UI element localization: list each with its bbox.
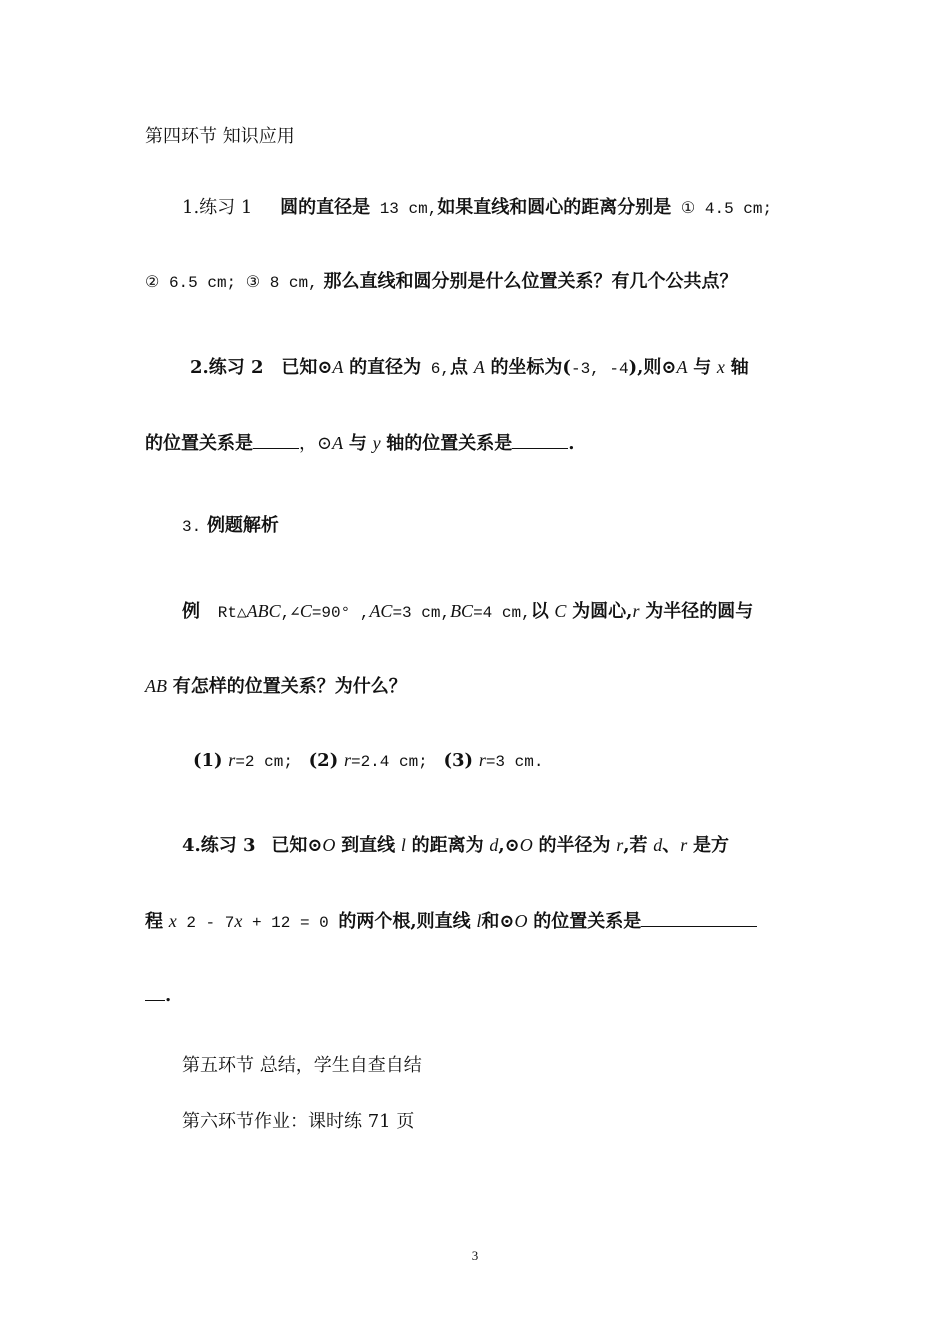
exercise1-distance1: ① 4.5 cm;: [671, 200, 773, 218]
exercise4-o: O: [519, 835, 533, 855]
exercise4-x: x: [168, 911, 177, 931]
exercise2-text3: 点: [449, 357, 468, 378]
exercise4-r: r: [680, 835, 688, 855]
exercise4-o: O: [514, 911, 528, 931]
example-text3: 为半径的圆与: [645, 601, 754, 622]
exercise1-number: 1.练习 1: [182, 197, 253, 218]
exercise4-d: d: [653, 835, 663, 855]
case-1-r: r: [228, 750, 236, 770]
example-ac-value: =3 cm,: [392, 604, 451, 622]
exercise4-text11: 和⊙: [481, 911, 515, 932]
case-2-value: =2.4 cm;: [350, 753, 428, 771]
example-bc-value: =4 cm,: [473, 604, 531, 622]
example-degree: =90° ,: [311, 604, 370, 622]
exercise2-text5: ),则⊙: [628, 357, 677, 378]
exercise4-text4: ,⊙: [498, 835, 520, 856]
example-line2: [145, 674, 407, 699]
exercise4-d: d: [489, 835, 499, 855]
exercise4-text1: 已知⊙: [271, 835, 323, 856]
exercise1-text1: 圆的直径是: [280, 197, 371, 218]
example-bc: BC: [450, 601, 474, 621]
exercise1-line1: [182, 196, 772, 221]
section5-title: 第五环节 总结，学生自查自结: [182, 1055, 422, 1076]
exercise2-point-a: A: [332, 357, 344, 377]
exercise2-y-axis: y: [372, 433, 381, 453]
exercise4-number: 4.练习 3: [182, 835, 256, 856]
answer-blank[interactable]: [512, 430, 568, 449]
exercise2-text4: 的坐标为(: [490, 357, 571, 378]
example-heading-title: 例题解析: [206, 515, 279, 536]
exercise4-text2: 到直线: [341, 835, 396, 856]
exercise4-text7: 、: [662, 835, 681, 856]
section6-heading: [182, 1110, 414, 1134]
section4-title: 第四环节 知识应用: [145, 126, 295, 147]
exercise2-number: 2.练习 2: [190, 357, 264, 378]
section5-heading: [182, 1054, 422, 1078]
exercise1-text2: 如果直线和圆心的距离分别是: [437, 197, 672, 218]
exercise2-point-a: A: [676, 357, 688, 377]
exercise1-line2: [145, 270, 737, 295]
answer-blank[interactable]: [145, 982, 165, 1001]
case-1-label: (1): [193, 750, 223, 771]
exercise4-o: O: [322, 835, 336, 855]
exercise4-text10: 的两个根,则直线: [338, 911, 471, 932]
exercise4-end: .: [165, 985, 172, 1006]
exercise4-equation2: + 12 = 0: [242, 914, 339, 932]
exercise2-text6: 与: [693, 357, 712, 378]
exercise4-text9: 程: [145, 911, 163, 932]
exercise2-text1: 已知⊙: [281, 357, 333, 378]
exercise2-text11: 轴的位置关系是: [386, 433, 513, 454]
exercise4-line2: [145, 908, 757, 935]
exercise4-text6: ,若: [623, 835, 648, 856]
section6-title: 第六环节作业：课时练 71 页: [182, 1111, 415, 1132]
case-2-r: r: [343, 750, 351, 770]
example-cases: [193, 748, 543, 774]
exercise2-x-axis: x: [716, 357, 725, 377]
exercise2-line2: [145, 430, 575, 456]
exercise2-point-a: A: [332, 433, 344, 453]
answer-blank[interactable]: [253, 430, 299, 449]
exercise4-l: l: [400, 835, 406, 855]
exercise4-line1: [182, 833, 729, 858]
answer-blank[interactable]: [641, 908, 757, 927]
example-ab: AB: [145, 676, 167, 696]
exercise4-line3: [145, 982, 171, 1008]
example-heading: [182, 514, 279, 539]
exercise1-diameter: 13 cm,: [370, 200, 438, 218]
page-number: 3: [471, 1248, 479, 1263]
exercise4-equation1: 2 - 7: [176, 914, 235, 932]
example-text2: 为圆心,: [572, 601, 633, 622]
section4-heading: [145, 125, 295, 149]
example-ac: AC: [369, 601, 393, 621]
example-rt: Rt△: [217, 604, 247, 622]
exercise4-text3: 的距离为: [411, 835, 484, 856]
exercise2-coordinates: -3, -4: [570, 360, 629, 378]
exercise2-diameter: 6,: [421, 360, 450, 378]
case-1-value: =2 cm;: [235, 753, 293, 771]
example-r: r: [632, 601, 640, 621]
example-c: C: [299, 601, 312, 621]
exercise2-text10: 与: [348, 433, 367, 454]
exercise2-text8: 的位置关系是: [145, 433, 253, 454]
exercise4-x: x: [234, 911, 243, 931]
exercise4-l: l: [476, 911, 482, 931]
example-angle: ,∠: [280, 604, 300, 622]
exercise2-point-a: A: [473, 357, 485, 377]
exercise2-line1: [190, 355, 749, 381]
example-c: C: [554, 601, 567, 621]
case-3-value: =3 cm.: [485, 753, 544, 771]
exercise2-text9: ，⊙: [299, 433, 333, 454]
exercise1-distances: ② 6.5 cm; ③ 8 cm,: [145, 274, 318, 292]
exercise1-question: 那么直线和圆分别是什么位置关系？有几个公共点？: [323, 271, 738, 292]
exercise4-text12: 的位置关系是: [533, 911, 642, 932]
example-label: 例: [182, 601, 200, 622]
example-text1: 以: [530, 601, 549, 622]
exercise2-text7: 轴: [730, 357, 749, 378]
case-2-label: (2): [308, 750, 339, 771]
case-3-label: (3): [443, 750, 474, 771]
exercise2-text2: 的直径为: [349, 357, 422, 378]
example-question: 有怎样的位置关系？为什么？: [172, 676, 407, 697]
example-heading-number: 3.: [182, 518, 202, 536]
case-3-r: r: [478, 750, 486, 770]
example-line1: [182, 599, 753, 625]
exercise4-r: r: [616, 835, 624, 855]
exercise4-text5: 的半径为: [538, 835, 611, 856]
example-triangle: ABC: [246, 601, 281, 621]
exercise2-end: .: [568, 433, 575, 454]
exercise4-text8: 是方: [692, 835, 729, 856]
